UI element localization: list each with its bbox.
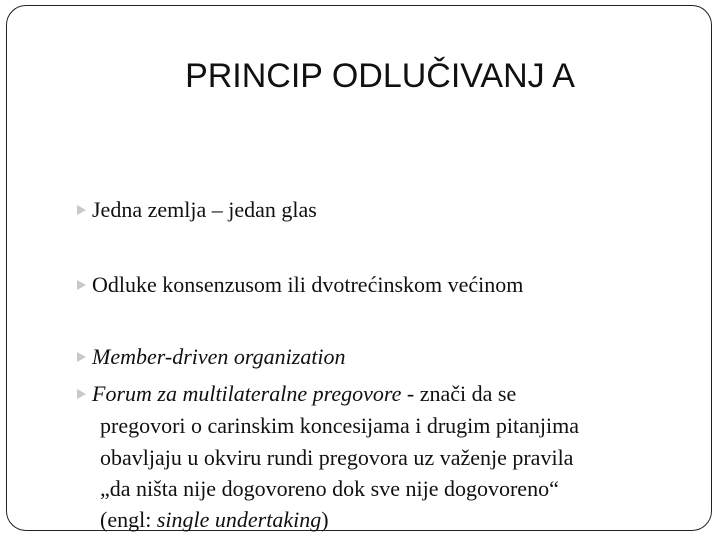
bullet-arrow-icon: [77, 352, 86, 362]
bullet-item: Forum za multilateralne pregovore - znači da se: [77, 381, 516, 407]
bullet-arrow-icon: [77, 389, 86, 399]
bullet-continuation: „da ništa nije dogovoreno dok sve nije dogovoreno“: [100, 476, 559, 501]
bullet-arrow-icon: [77, 205, 86, 215]
bullet-continuation: pregovori o carinskim koncesijama i drugim pitanjima: [100, 413, 579, 438]
bullet-continuation: (engl: single undertaking): [100, 507, 329, 532]
bullet-continuation: obavljaju u okviru rundi pregovora uz važenje pravila: [100, 445, 574, 470]
slide-title: PRINCIP ODLUČIVANJ A: [185, 57, 575, 95]
bullet-item: Member-driven organization: [77, 344, 346, 370]
bullet-item: Odluke konsenzusom ili dvotrećinskom većinom: [77, 272, 523, 298]
bullet-item: Jedna zemlja – jedan glas: [77, 197, 317, 223]
bullet-arrow-icon: [77, 280, 86, 290]
